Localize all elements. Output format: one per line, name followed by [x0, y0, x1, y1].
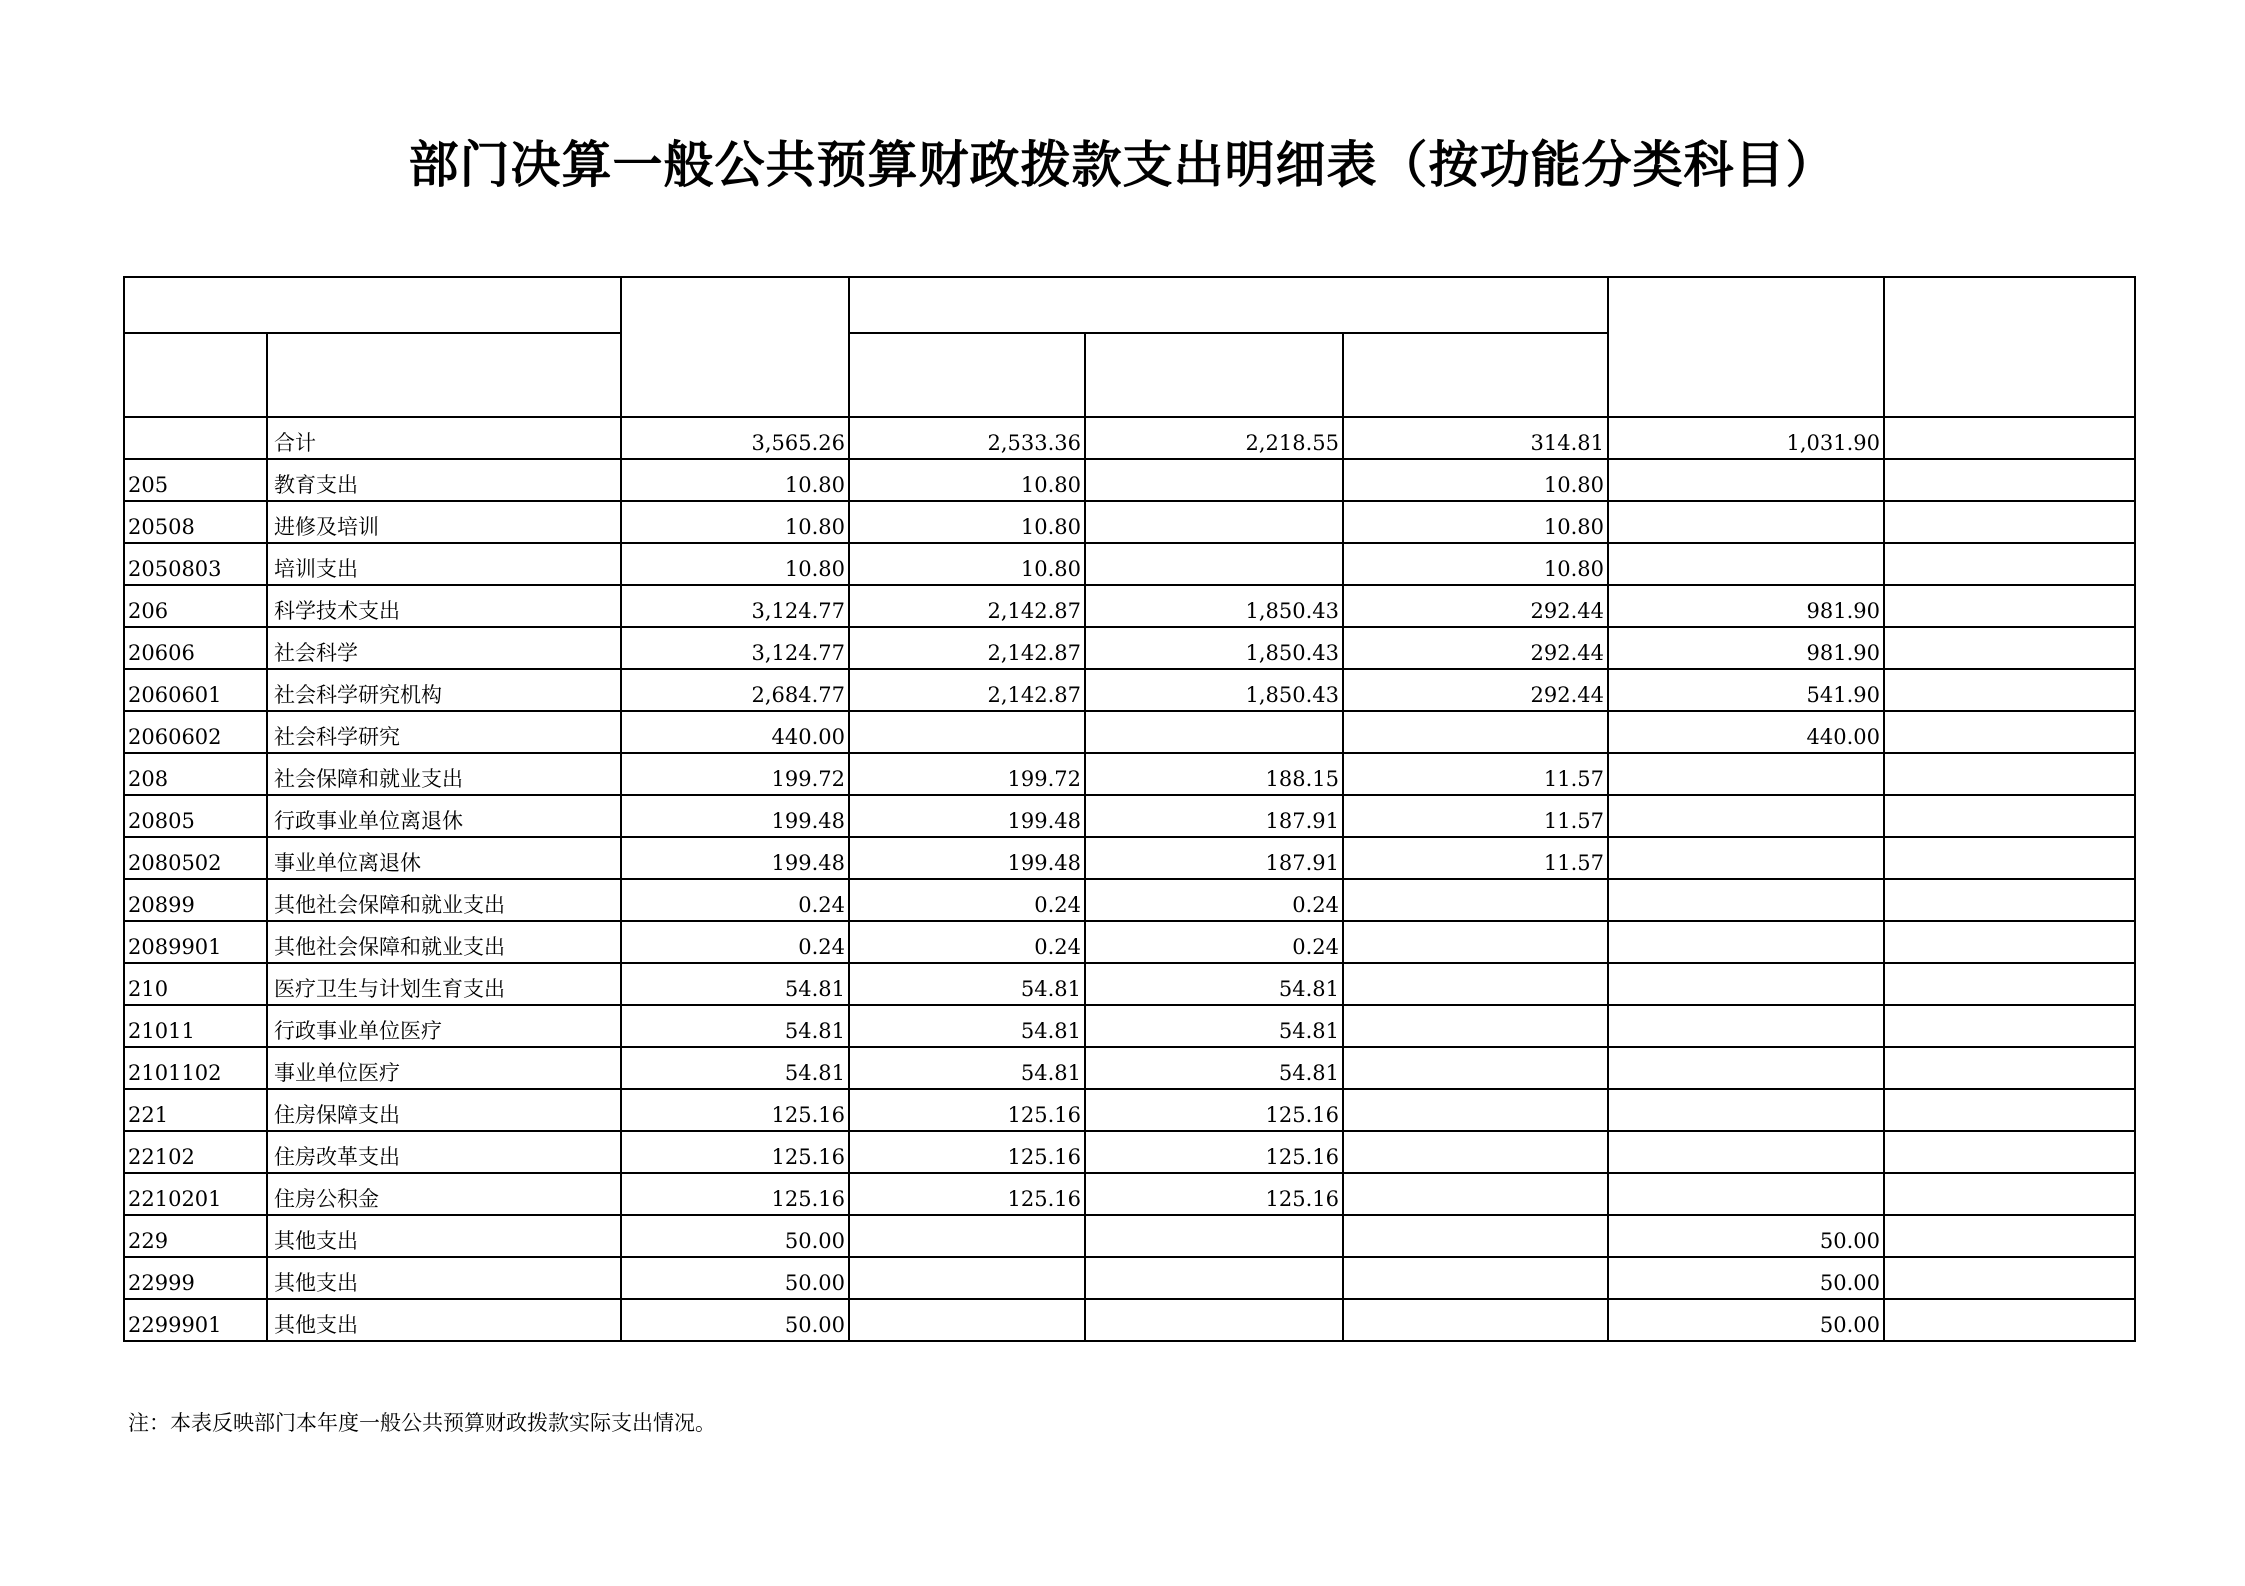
- cell-total: 3,124.77: [621, 585, 849, 627]
- table-row: [124, 543, 2135, 585]
- cell-personnel: [1085, 459, 1343, 501]
- table-row: [124, 1215, 2135, 1257]
- cell-public: 11.57: [1343, 795, 1608, 837]
- cell-name: 医疗卫生与计划生育支出: [267, 963, 621, 1005]
- cell-project: [1608, 1173, 1884, 1215]
- table-row: [124, 1173, 2135, 1215]
- cell-code: 2060601: [124, 669, 267, 711]
- cell-public: 10.80: [1343, 459, 1608, 501]
- cell-basic-subtotal: [849, 1299, 1085, 1341]
- cell-code: 205: [124, 459, 267, 501]
- cell-total: 0.24: [621, 921, 849, 963]
- cell-basic-subtotal: 10.80: [849, 543, 1085, 585]
- cell-project: [1608, 1131, 1884, 1173]
- cell-public: [1343, 1047, 1608, 1089]
- cell-other: [1884, 627, 2135, 669]
- table-body: [124, 277, 2135, 1341]
- cell-name: 行政事业单位离退休: [267, 795, 621, 837]
- cell-total: 50.00: [621, 1257, 849, 1299]
- header-cell-public: [1343, 333, 1608, 417]
- cell-other: [1884, 1005, 2135, 1047]
- cell-other: [1884, 1131, 2135, 1173]
- cell-personnel: 1,850.43: [1085, 669, 1343, 711]
- cell-total: 0.24: [621, 879, 849, 921]
- table-row: [124, 795, 2135, 837]
- cell-name: 社会科学: [267, 627, 621, 669]
- cell-total: 10.80: [621, 459, 849, 501]
- cell-code: 2210201: [124, 1173, 267, 1215]
- page-title: 部门决算一般公共预算财政拨款支出明细表（按功能分类科目）: [408, 136, 1837, 194]
- cell-code: 2089901: [124, 921, 267, 963]
- cell-public: 292.44: [1343, 627, 1608, 669]
- cell-public: 10.80: [1343, 543, 1608, 585]
- cell-personnel: 2,218.55: [1085, 417, 1343, 459]
- cell-project: 541.90: [1608, 669, 1884, 711]
- cell-total: 3,565.26: [621, 417, 849, 459]
- cell-basic-subtotal: 0.24: [849, 879, 1085, 921]
- header-cell-code: [124, 333, 267, 417]
- cell-name: 社会保障和就业支出: [267, 753, 621, 795]
- cell-code: [124, 417, 267, 459]
- cell-total: 54.81: [621, 1005, 849, 1047]
- cell-basic-subtotal: 0.24: [849, 921, 1085, 963]
- header-cell-basic-group: [849, 277, 1608, 333]
- cell-personnel: [1085, 543, 1343, 585]
- cell-other: [1884, 1215, 2135, 1257]
- cell-personnel: [1085, 1299, 1343, 1341]
- cell-project: 50.00: [1608, 1257, 1884, 1299]
- cell-basic-subtotal: [849, 1215, 1085, 1257]
- cell-name: 事业单位离退休: [267, 837, 621, 879]
- table-row: [124, 1005, 2135, 1047]
- cell-basic-subtotal: 125.16: [849, 1131, 1085, 1173]
- header-cell-project: [1608, 277, 1884, 417]
- cell-basic-subtotal: 2,142.87: [849, 585, 1085, 627]
- cell-public: [1343, 921, 1608, 963]
- cell-public: [1343, 1299, 1608, 1341]
- header-cell-total: [621, 277, 849, 417]
- cell-personnel: 1,850.43: [1085, 627, 1343, 669]
- cell-other: [1884, 1257, 2135, 1299]
- cell-basic-subtotal: 10.80: [849, 459, 1085, 501]
- cell-name: 教育支出: [267, 459, 621, 501]
- cell-project: 981.90: [1608, 585, 1884, 627]
- cell-basic-subtotal: 54.81: [849, 1047, 1085, 1089]
- cell-total: 54.81: [621, 1047, 849, 1089]
- cell-personnel: [1085, 1215, 1343, 1257]
- cell-personnel: 0.24: [1085, 921, 1343, 963]
- table-row: [124, 1257, 2135, 1299]
- cell-total: 50.00: [621, 1215, 849, 1257]
- table-row: [124, 1299, 2135, 1341]
- cell-personnel: 125.16: [1085, 1089, 1343, 1131]
- cell-total: 125.16: [621, 1131, 849, 1173]
- cell-basic-subtotal: 2,142.87: [849, 627, 1085, 669]
- cell-code: 2080502: [124, 837, 267, 879]
- table-row: [124, 501, 2135, 543]
- header-row-1: [124, 277, 2135, 333]
- cell-personnel: [1085, 501, 1343, 543]
- cell-project: [1608, 459, 1884, 501]
- cell-name: 其他社会保障和就业支出: [267, 921, 621, 963]
- table-row: [124, 921, 2135, 963]
- cell-personnel: 125.16: [1085, 1131, 1343, 1173]
- cell-other: [1884, 669, 2135, 711]
- cell-project: 440.00: [1608, 711, 1884, 753]
- cell-name: 其他社会保障和就业支出: [267, 879, 621, 921]
- table-row: [124, 669, 2135, 711]
- cell-total: 3,124.77: [621, 627, 849, 669]
- cell-public: 11.57: [1343, 837, 1608, 879]
- table-row: [124, 837, 2135, 879]
- cell-name: 其他支出: [267, 1299, 621, 1341]
- cell-other: [1884, 1089, 2135, 1131]
- cell-code: 2060602: [124, 711, 267, 753]
- cell-name: 事业单位医疗: [267, 1047, 621, 1089]
- cell-public: [1343, 1215, 1608, 1257]
- cell-name: 住房保障支出: [267, 1089, 621, 1131]
- cell-other: [1884, 585, 2135, 627]
- cell-name: 合计: [267, 417, 621, 459]
- cell-total: 125.16: [621, 1173, 849, 1215]
- cell-project: [1608, 1005, 1884, 1047]
- cell-code: 20606: [124, 627, 267, 669]
- table-row: [124, 1131, 2135, 1173]
- cell-public: 292.44: [1343, 669, 1608, 711]
- cell-total: 10.80: [621, 501, 849, 543]
- cell-personnel: 187.91: [1085, 795, 1343, 837]
- cell-other: [1884, 1173, 2135, 1215]
- cell-other: [1884, 459, 2135, 501]
- header-cell-subject-group: [124, 277, 621, 333]
- cell-public: 292.44: [1343, 585, 1608, 627]
- cell-total: 125.16: [621, 1089, 849, 1131]
- cell-code: 2299901: [124, 1299, 267, 1341]
- cell-basic-subtotal: [849, 1257, 1085, 1299]
- cell-project: [1608, 837, 1884, 879]
- table-row: [124, 417, 2135, 459]
- cell-project: [1608, 1047, 1884, 1089]
- cell-total: 10.80: [621, 543, 849, 585]
- cell-other: [1884, 963, 2135, 1005]
- cell-other: [1884, 795, 2135, 837]
- cell-total: 199.48: [621, 837, 849, 879]
- cell-project: [1608, 879, 1884, 921]
- cell-name: 社会科学研究机构: [267, 669, 621, 711]
- cell-other: [1884, 921, 2135, 963]
- cell-public: [1343, 1257, 1608, 1299]
- cell-project: [1608, 921, 1884, 963]
- cell-code: 21011: [124, 1005, 267, 1047]
- cell-total: 199.48: [621, 795, 849, 837]
- cell-name: 进修及培训: [267, 501, 621, 543]
- cell-project: [1608, 963, 1884, 1005]
- cell-public: [1343, 711, 1608, 753]
- cell-project: 50.00: [1608, 1299, 1884, 1341]
- cell-name: 其他支出: [267, 1215, 621, 1257]
- table-row: [124, 1047, 2135, 1089]
- cell-total: 50.00: [621, 1299, 849, 1341]
- cell-name: 科学技术支出: [267, 585, 621, 627]
- cell-basic-subtotal: 199.72: [849, 753, 1085, 795]
- cell-personnel: 54.81: [1085, 963, 1343, 1005]
- cell-personnel: 188.15: [1085, 753, 1343, 795]
- table-row: [124, 963, 2135, 1005]
- table-row: [124, 711, 2135, 753]
- cell-total: 54.81: [621, 963, 849, 1005]
- cell-other: [1884, 837, 2135, 879]
- cell-name: 住房公积金: [267, 1173, 621, 1215]
- cell-name: 其他支出: [267, 1257, 621, 1299]
- cell-total: 2,684.77: [621, 669, 849, 711]
- cell-project: 1,031.90: [1608, 417, 1884, 459]
- header-cell-basic-subtotal: [849, 333, 1085, 417]
- cell-public: [1343, 1131, 1608, 1173]
- cell-public: [1343, 1005, 1608, 1047]
- cell-code: 20805: [124, 795, 267, 837]
- cell-other: [1884, 879, 2135, 921]
- cell-public: [1343, 963, 1608, 1005]
- cell-basic-subtotal: 125.16: [849, 1089, 1085, 1131]
- cell-code: 221: [124, 1089, 267, 1131]
- cell-code: 210: [124, 963, 267, 1005]
- cell-basic-subtotal: 10.80: [849, 501, 1085, 543]
- expenditure-table: [123, 276, 2136, 1342]
- cell-name: 社会科学研究: [267, 711, 621, 753]
- cell-public: [1343, 879, 1608, 921]
- cell-code: 20508: [124, 501, 267, 543]
- header-cell-name: [267, 333, 621, 417]
- footnote: 注：本表反映部门本年度一般公共预算财政拨款实际支出情况。: [128, 1411, 716, 1435]
- cell-code: 229: [124, 1215, 267, 1257]
- cell-code: 22999: [124, 1257, 267, 1299]
- cell-name: 住房改革支出: [267, 1131, 621, 1173]
- table-row: [124, 879, 2135, 921]
- cell-basic-subtotal: 125.16: [849, 1173, 1085, 1215]
- cell-public: 11.57: [1343, 753, 1608, 795]
- cell-other: [1884, 711, 2135, 753]
- table-row: [124, 627, 2135, 669]
- cell-basic-subtotal: 199.48: [849, 837, 1085, 879]
- cell-code: 208: [124, 753, 267, 795]
- cell-project: 50.00: [1608, 1215, 1884, 1257]
- cell-personnel: [1085, 711, 1343, 753]
- cell-project: [1608, 501, 1884, 543]
- cell-basic-subtotal: [849, 711, 1085, 753]
- cell-personnel: 125.16: [1085, 1173, 1343, 1215]
- cell-basic-subtotal: 54.81: [849, 963, 1085, 1005]
- cell-basic-subtotal: 2,533.36: [849, 417, 1085, 459]
- cell-public: [1343, 1089, 1608, 1131]
- cell-other: [1884, 501, 2135, 543]
- cell-public: [1343, 1173, 1608, 1215]
- cell-code: 206: [124, 585, 267, 627]
- cell-project: [1608, 753, 1884, 795]
- cell-code: 2050803: [124, 543, 267, 585]
- cell-public: 10.80: [1343, 501, 1608, 543]
- cell-personnel: 0.24: [1085, 879, 1343, 921]
- table-row: [124, 585, 2135, 627]
- header-cell-other: [1884, 277, 2135, 417]
- table-row: [124, 459, 2135, 501]
- cell-total: 440.00: [621, 711, 849, 753]
- cell-basic-subtotal: 54.81: [849, 1005, 1085, 1047]
- cell-other: [1884, 1299, 2135, 1341]
- cell-public: 314.81: [1343, 417, 1608, 459]
- cell-personnel: 54.81: [1085, 1047, 1343, 1089]
- cell-other: [1884, 1047, 2135, 1089]
- cell-personnel: 187.91: [1085, 837, 1343, 879]
- cell-name: 培训支出: [267, 543, 621, 585]
- table-row: [124, 1089, 2135, 1131]
- cell-project: [1608, 1089, 1884, 1131]
- cell-personnel: 54.81: [1085, 1005, 1343, 1047]
- cell-basic-subtotal: 2,142.87: [849, 669, 1085, 711]
- cell-other: [1884, 417, 2135, 459]
- cell-project: 981.90: [1608, 627, 1884, 669]
- cell-basic-subtotal: 199.48: [849, 795, 1085, 837]
- cell-code: 22102: [124, 1131, 267, 1173]
- cell-personnel: [1085, 1257, 1343, 1299]
- cell-other: [1884, 543, 2135, 585]
- cell-name: 行政事业单位医疗: [267, 1005, 621, 1047]
- cell-project: [1608, 543, 1884, 585]
- cell-code: 2101102: [124, 1047, 267, 1089]
- table-row: [124, 753, 2135, 795]
- cell-personnel: 1,850.43: [1085, 585, 1343, 627]
- cell-code: 20899: [124, 879, 267, 921]
- cell-other: [1884, 753, 2135, 795]
- header-cell-personnel: [1085, 333, 1343, 417]
- cell-project: [1608, 795, 1884, 837]
- cell-total: 199.72: [621, 753, 849, 795]
